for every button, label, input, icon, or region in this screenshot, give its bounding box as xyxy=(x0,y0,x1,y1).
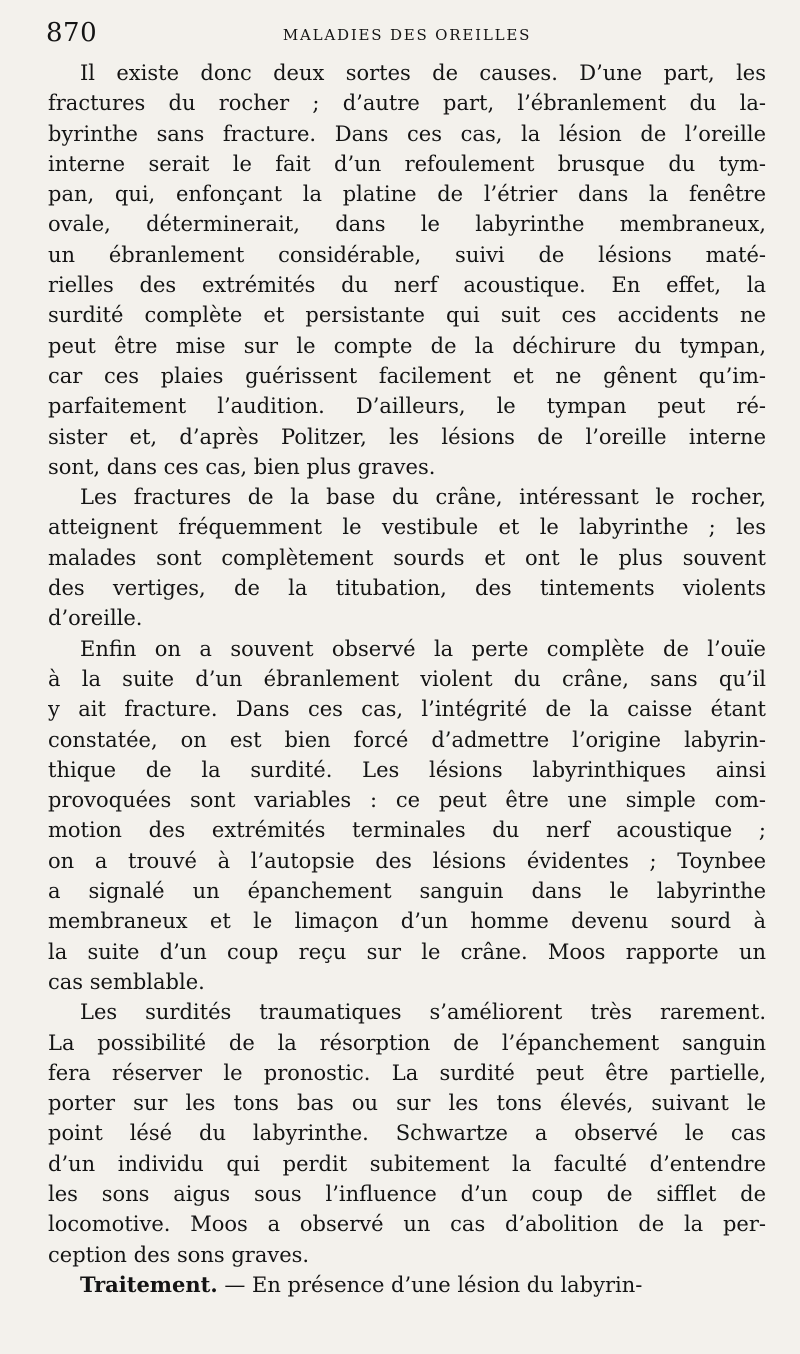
text-line: fractures du rocher ; d’autre part, l’ébranlement du la- xyxy=(48,91,766,116)
text-line: car ces plaies guérissent facilement et ne gênent qu’im- xyxy=(48,363,766,388)
text-line: Les surdités traumatiques s’améliorent très rarement. xyxy=(80,1000,766,1025)
text-line: byrinthe sans fracture. Dans ces cas, la lésion de l’oreille xyxy=(48,121,766,146)
text-line: — En présence d’une lésion du labyrin- xyxy=(217,1272,643,1297)
text-line: membraneux et le limaçon d’un homme devenu sourd à xyxy=(48,909,766,934)
text-line: la suite d’un coup reçu sur le crâne. Moos rapporte un xyxy=(48,939,766,964)
text-line: motion des extrémités terminales du nerf acoustique ; xyxy=(48,818,766,843)
traitement-line xyxy=(48,1270,766,1300)
text-line: point lésé du labyrinthe. Schwartze a observé le cas xyxy=(48,1121,766,1146)
page-header xyxy=(48,14,766,58)
text-line: d’un individu qui perdit subitement la faculté d’entendre xyxy=(48,1151,766,1176)
text-line: pan, qui, enfonçant la platine de l’étrier dans la fenêtre xyxy=(48,182,766,207)
text-line: a signalé un épanchement sanguin dans le labyrinthe xyxy=(48,879,766,904)
text-line: Les fractures de la base du crâne, intéressant le rocher, xyxy=(80,485,766,510)
text-line: ovale, déterminerait, dans le labyrinthe membraneux, xyxy=(48,212,766,237)
text-line: d’oreille. xyxy=(48,606,143,631)
text-line: à la suite d’un ébranlement violent du crâne, sans qu’il xyxy=(48,666,766,691)
text-line: des vertiges, de la titubation, des tintements violents xyxy=(48,576,766,601)
text-line: atteignent fréquemment le vestibule et le labyrinthe ; les xyxy=(48,515,766,540)
text-line: surdité complète et persistante qui suit ces accidents ne xyxy=(48,303,766,328)
text-line: malades sont complètement sourds et ont le plus souvent xyxy=(48,545,766,570)
text-line: on a trouvé à l’autopsie des lésions évidentes ; Toynbee xyxy=(48,848,766,873)
text-line: parfaitement l’audition. D’ailleurs, le tympan peut ré- xyxy=(48,394,766,419)
text-line: sister et, d’après Politzer, les lésions de l’oreille interne xyxy=(48,424,766,449)
text-line: constatée, on est bien forcé d’admettre l’origine labyrin- xyxy=(48,727,766,752)
text-line: les sons aigus sous l’influence d’un coup de sifflet de xyxy=(48,1181,766,1206)
text-line: Enfin on a souvent observé la perte complète de l’ouïe xyxy=(80,636,766,661)
text-line: un ébranlement considérable, suivi de lésions maté- xyxy=(48,242,766,267)
text-line: porter sur les tons bas ou sur les tons élevés, suivant le xyxy=(48,1091,766,1116)
text-line: Il existe donc deux sortes de causes. D’une part, les xyxy=(80,61,766,85)
text-line: peut être mise sur le compte de la déchirure du tympan, xyxy=(48,333,766,358)
text-line: thique de la surdité. Les lésions labyrinthiques ainsi xyxy=(48,757,766,782)
section-heading: Traitement. xyxy=(80,1271,218,1297)
text-line: provoquées sont variables : ce peut être une simple com- xyxy=(48,788,766,813)
text-line: locomotive. Moos a observé un cas d’abolition de la per- xyxy=(48,1212,766,1237)
text-line: interne serait le fait d’un refoulement brusque du tym- xyxy=(48,151,766,176)
page-number: 870 xyxy=(46,18,98,48)
text-line: rielles des extrémités du nerf acoustique. En effet, la xyxy=(48,273,766,298)
body-text xyxy=(48,58,766,1300)
text-line: sont, dans ces cas, bien plus graves. xyxy=(48,454,436,479)
text-line: fera réserver le pronostic. La surdité peut être partielle, xyxy=(48,1060,766,1085)
text-line: y ait fracture. Dans ces cas, l’intégrité de la caisse étant xyxy=(48,697,766,722)
text-line: La possibilité de la résorption de l’épanchement sanguin xyxy=(48,1030,766,1055)
text-line: ception des sons graves. xyxy=(48,1242,310,1267)
text-line: cas semblable. xyxy=(48,969,205,994)
running-head: MALADIES DES OREILLES xyxy=(282,26,532,44)
